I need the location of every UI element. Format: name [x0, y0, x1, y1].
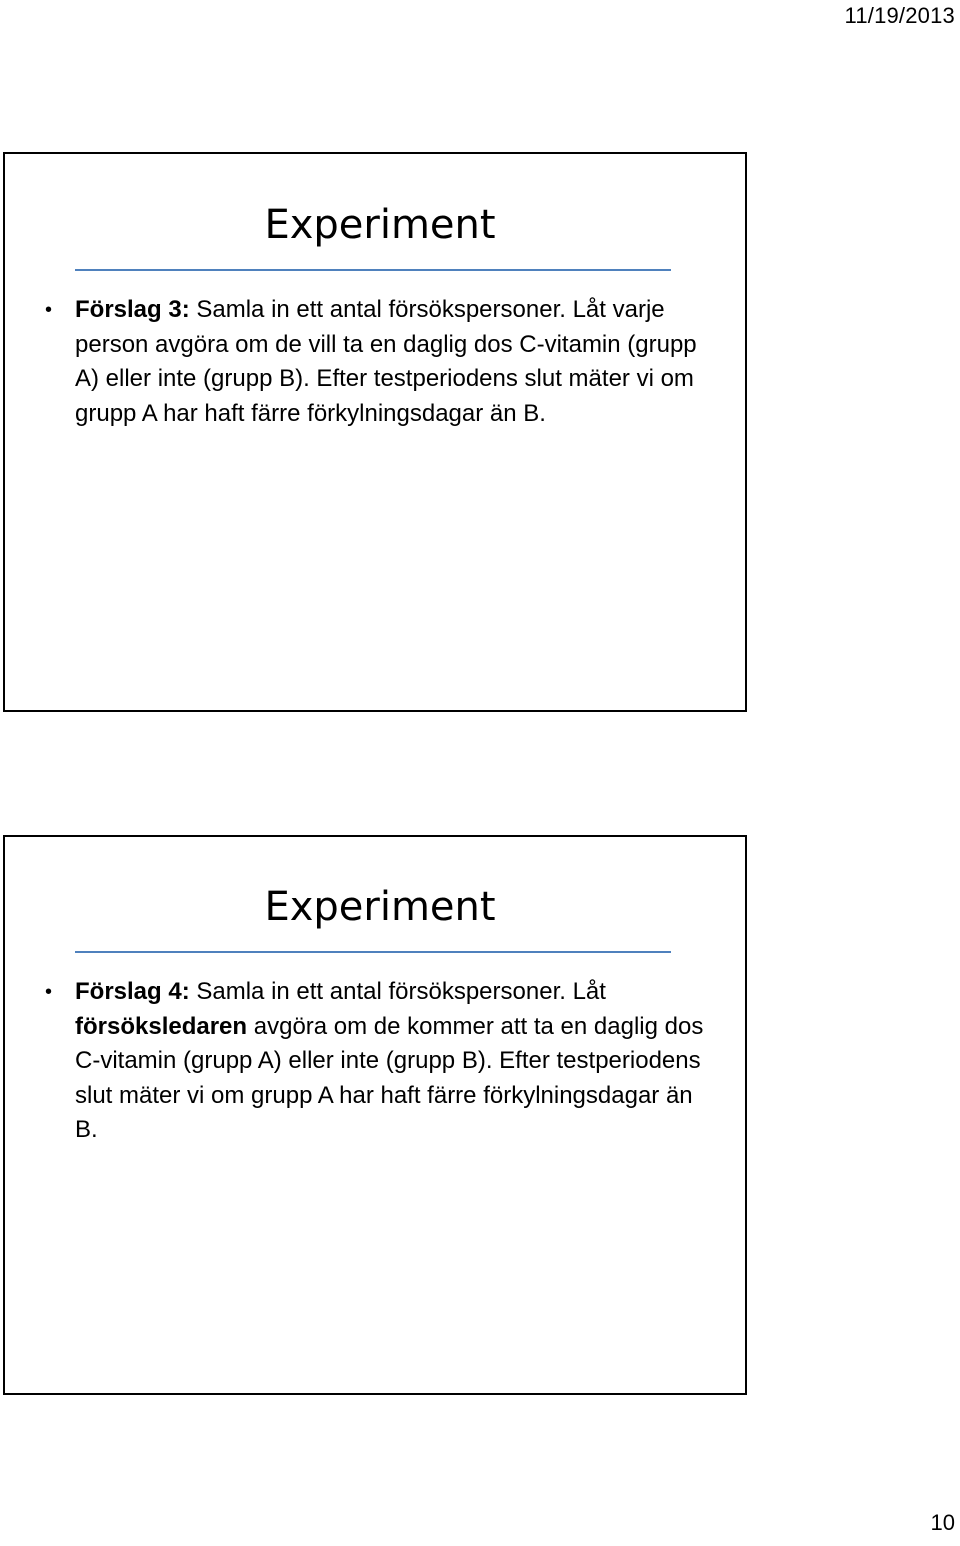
- page-number: 10: [930, 1510, 955, 1535]
- bullet-icon: •: [45, 299, 53, 321]
- bullet-body-part-2: avgöra om de kommer att ta en daglig dos C-vitamin (grupp A) eller inte (grupp B). Efter testperiodens slut mäter vi om grupp A har haft färre förkylningsdagar än B.: [75, 1012, 704, 1143]
- bullet-body: Samla in ett antal försökspersoner. Låt varje person avgöra om de vill ta en daglig dos C-vitamin (grupp A) eller inte (grupp B). Efter testperiodens slut mäter vi om grupp A har haft färre förkylningsdagar än B.: [75, 296, 697, 427]
- bullet-body-part-1: Samla in ett antal försökspersoner. Låt: [189, 978, 606, 1005]
- bullet-icon: •: [45, 981, 53, 1003]
- slide-experiment-forslag-3: [3, 152, 747, 712]
- slide-experiment-forslag-4: [3, 835, 747, 1395]
- bullet-item: [45, 293, 715, 431]
- bullet-bold-prefix: Förslag 4:: [75, 978, 190, 1005]
- bullet-text: [75, 975, 715, 1148]
- title-underline: [75, 951, 671, 953]
- print-date: 11/19/2013: [844, 3, 955, 28]
- slide-title: Experiment: [264, 884, 496, 930]
- title-underline: [75, 269, 671, 271]
- slide-title: Experiment: [264, 202, 496, 248]
- bullet-text: [75, 293, 715, 431]
- bullet-bold-prefix: Förslag 3:: [75, 296, 190, 323]
- bullet-item: [45, 975, 715, 1148]
- bullet-bold-term: försöksledaren: [75, 1012, 248, 1040]
